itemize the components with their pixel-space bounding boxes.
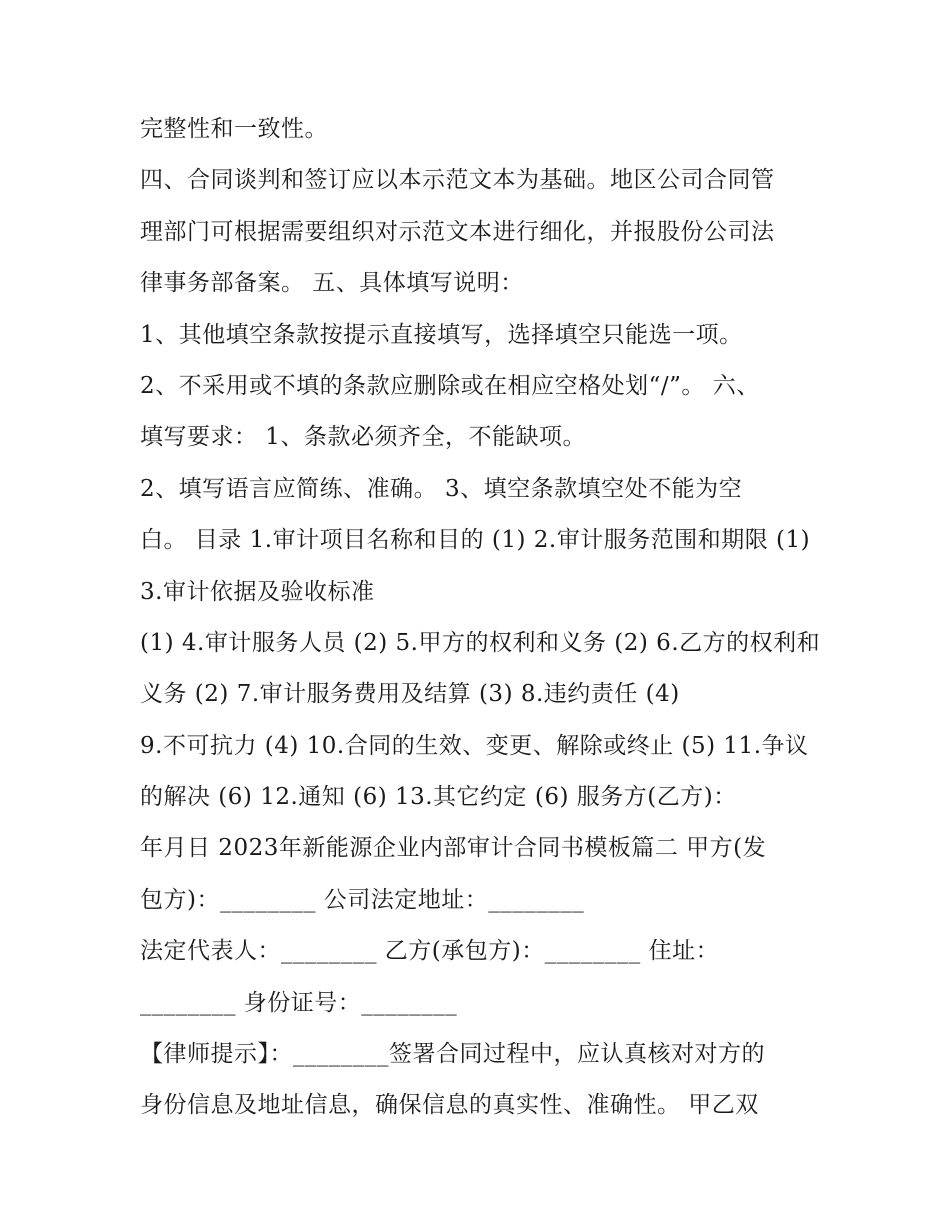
text-line: 【律师提示】：________签署合同过程中，应认真核对对方的 [140,1041,765,1068]
text-line: 义务 (2) 7.审计服务费用及结算 (3) 8.违约责任 (4) [140,681,680,708]
text-line: 年月日 2023年新能源企业内部审计合同书模板篇二 甲方(发 [140,835,767,862]
text-line: 2、填写语言应简练、准确。 3、填空条款填空处不能为空 [140,475,743,502]
text-line: 9.不可抗力 (4) 10.合同的生效、变更、解除或终止 (5) 11.争议 [140,732,809,759]
text-line: 律事务部备案。 五、具体填写说明： [140,270,524,297]
document-body [140,104,820,1132]
text-line: 理部门可根据需要组织对示范文本进行细化，并报股份公司法 [140,218,775,245]
text-line: 2、不采用或不填的条款应删除或在相应空格处划“/”。 六、 [140,372,760,399]
text-line: 填写要求： 1、条款必须齐全，不能缺项。 [140,424,586,451]
text-line: 3.审计依据及验收标准 [140,578,375,605]
text-line: 四、合同谈判和签订应以本示范文本为基础。地区公司合同管 [140,167,775,194]
text-line: ________ 身份证号：________ [140,989,458,1016]
text-line: (1) 4.审计服务人员 (2) 5.甲方的权利和义务 (2) 6.乙方的权利和 [140,629,821,656]
text-line: 法定代表人：________ 乙方(承包方)：________ 住址： [140,938,720,965]
text-line: 白。 目录 1.审计项目名称和目的 (1) 2.审计服务范围和期限 (1) [140,527,811,554]
text-line: 身份信息及地址信息，确保信息的真实性、准确性。 甲乙双 [140,1092,759,1119]
text-line: 完整性和一致性。 [140,116,328,142]
text-line: 1、其他填空条款按提示直接填写，选择填空只能选一项。 [140,321,743,348]
text-line: 包方)：________ 公司法定地址：________ [140,886,585,913]
text-line: 的解决 (6) 12.通知 (6) 13.其它约定 (6) 服务方(乙方)： [140,784,737,811]
